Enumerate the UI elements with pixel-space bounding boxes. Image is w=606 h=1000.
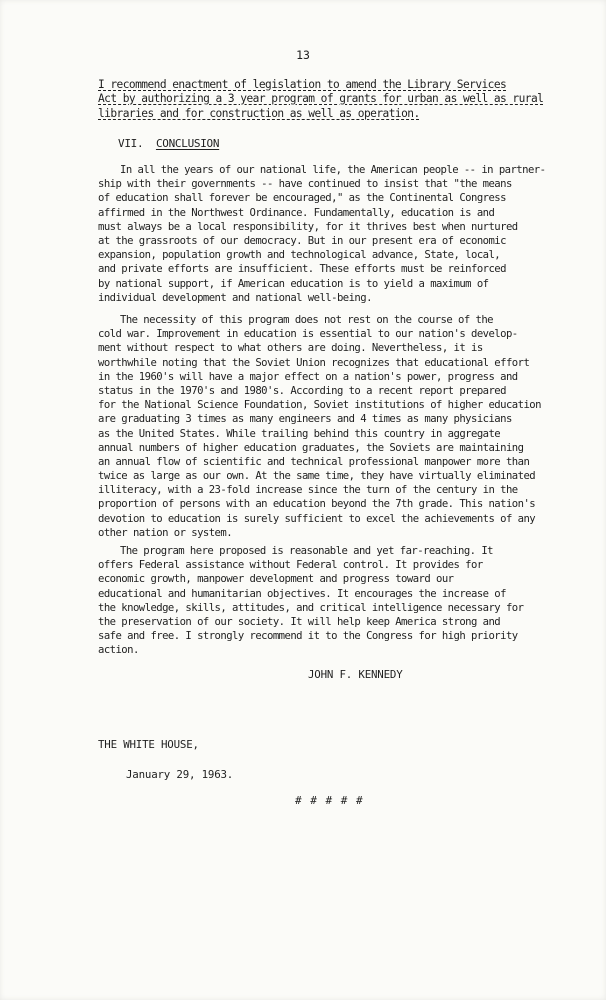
paragraph-line: expansion, population growth and technological advance, State, local,	[98, 249, 501, 262]
paragraph-line: affirmed in the Northwest Ordinance. Fundamentally, education is and	[98, 206, 495, 219]
recommendation-line: Act by authorizing a 3 year program of grants for urban as well as rural	[98, 92, 544, 106]
paragraph-line: an annual flow of scientific and technical professional manpower more than	[98, 455, 530, 468]
paragraph-line: individual development and national well-being.	[98, 291, 372, 304]
paragraph-line: must always be a local responsibility, for it thrives best when nurtured	[98, 220, 518, 233]
paragraph-2	[98, 313, 541, 540]
paragraph-line: are graduating 3 times as many engineers and 4 times as many physicians	[98, 413, 512, 426]
paragraph-line: cold war. Improvement in education is essential to our nation's develop-	[98, 328, 518, 341]
paragraph-line: action.	[98, 644, 139, 657]
paragraph-line: annual numbers of higher education graduates, the Soviets are maintaining	[98, 441, 524, 454]
page-number: 13	[296, 48, 310, 62]
recommendation-line: libraries and for construction as well as operation.	[98, 106, 420, 120]
paragraph-line: economic growth, manpower development and progress toward our	[98, 573, 454, 586]
paragraph-line: educational and humanitarian objectives. It encourages the increase of	[98, 587, 506, 600]
section-title: CONCLUSION	[155, 137, 220, 150]
paragraph-line: as the United States. While trailing behind this country in aggregate	[98, 427, 501, 440]
paragraph-line: and private efforts are insufficient. These efforts must be reinforced	[98, 263, 506, 276]
paragraph-line: the preservation of our society. It will help keep America strong and	[98, 615, 501, 628]
paragraph-line: proportion of persons with an education beyond the 7th grade. This nation's	[98, 498, 536, 511]
paragraph-line: for the National Science Foundation, Soviet institutions of higher education	[98, 399, 541, 412]
paragraph-line: other nation or system.	[98, 526, 233, 539]
paragraph-line: of education shall forever be encouraged," as the Continental Congress	[98, 192, 506, 205]
paragraph-line: safe and free. I strongly recommend it to the Congress for high priority	[98, 630, 518, 643]
recommendation-line: I recommend enactment of legislation to amend the Library Services	[98, 78, 507, 91]
paragraph-line: ship with their governments -- have continued to insist that "the means	[98, 178, 512, 191]
end-mark: # # # # #	[295, 794, 364, 807]
paragraph-1	[98, 163, 546, 305]
paragraph-line: ment without respect to what others are doing. Nevertheless, it is	[98, 342, 483, 355]
paragraph-line: offers Federal assistance without Federal control. It provides for	[98, 559, 483, 572]
paragraph-line: The program here proposed is reasonable and yet far-reaching. It	[120, 545, 493, 557]
paragraph-3	[98, 544, 538, 658]
section-heading	[118, 137, 219, 150]
section-number: VII.	[118, 137, 144, 150]
paragraph-line: in the 1960's will have a major effect on a nation's power, progress and	[98, 370, 518, 383]
paragraph-line: worthwhile noting that the Soviet Union recognizes that educational effort	[98, 356, 530, 369]
paragraph-line: illiteracy, with a 23-fold increase since the turn of the century in the	[98, 484, 518, 497]
place-line: THE WHITE HOUSE,	[98, 738, 199, 751]
paragraph-line: In all the years of our national life, the American people -- in partner-	[120, 164, 546, 176]
paragraph-line: twice as large as our own. At the same time, they have virtually eliminated	[98, 470, 536, 483]
paragraph-line: The necessity of this program does not rest on the course of the	[120, 314, 493, 326]
recommendation-paragraph	[98, 78, 544, 121]
paragraph-line: devotion to education is surely sufficient to excel the achievements of any	[98, 512, 536, 525]
paragraph-line: at the grassroots of our democracy. But in our present era of economic	[98, 234, 506, 247]
paragraph-line: the knowledge, skills, attitudes, and critical intelligence necessary for	[98, 601, 524, 614]
paragraph-line: by national support, if American education is to yield a maximum of	[98, 277, 489, 290]
signature: JOHN F. KENNEDY	[308, 668, 403, 681]
date-line: January 29, 1963.	[126, 768, 234, 781]
paragraph-line: status in the 1970's and 1980's. According to a recent report prepared	[98, 384, 506, 397]
